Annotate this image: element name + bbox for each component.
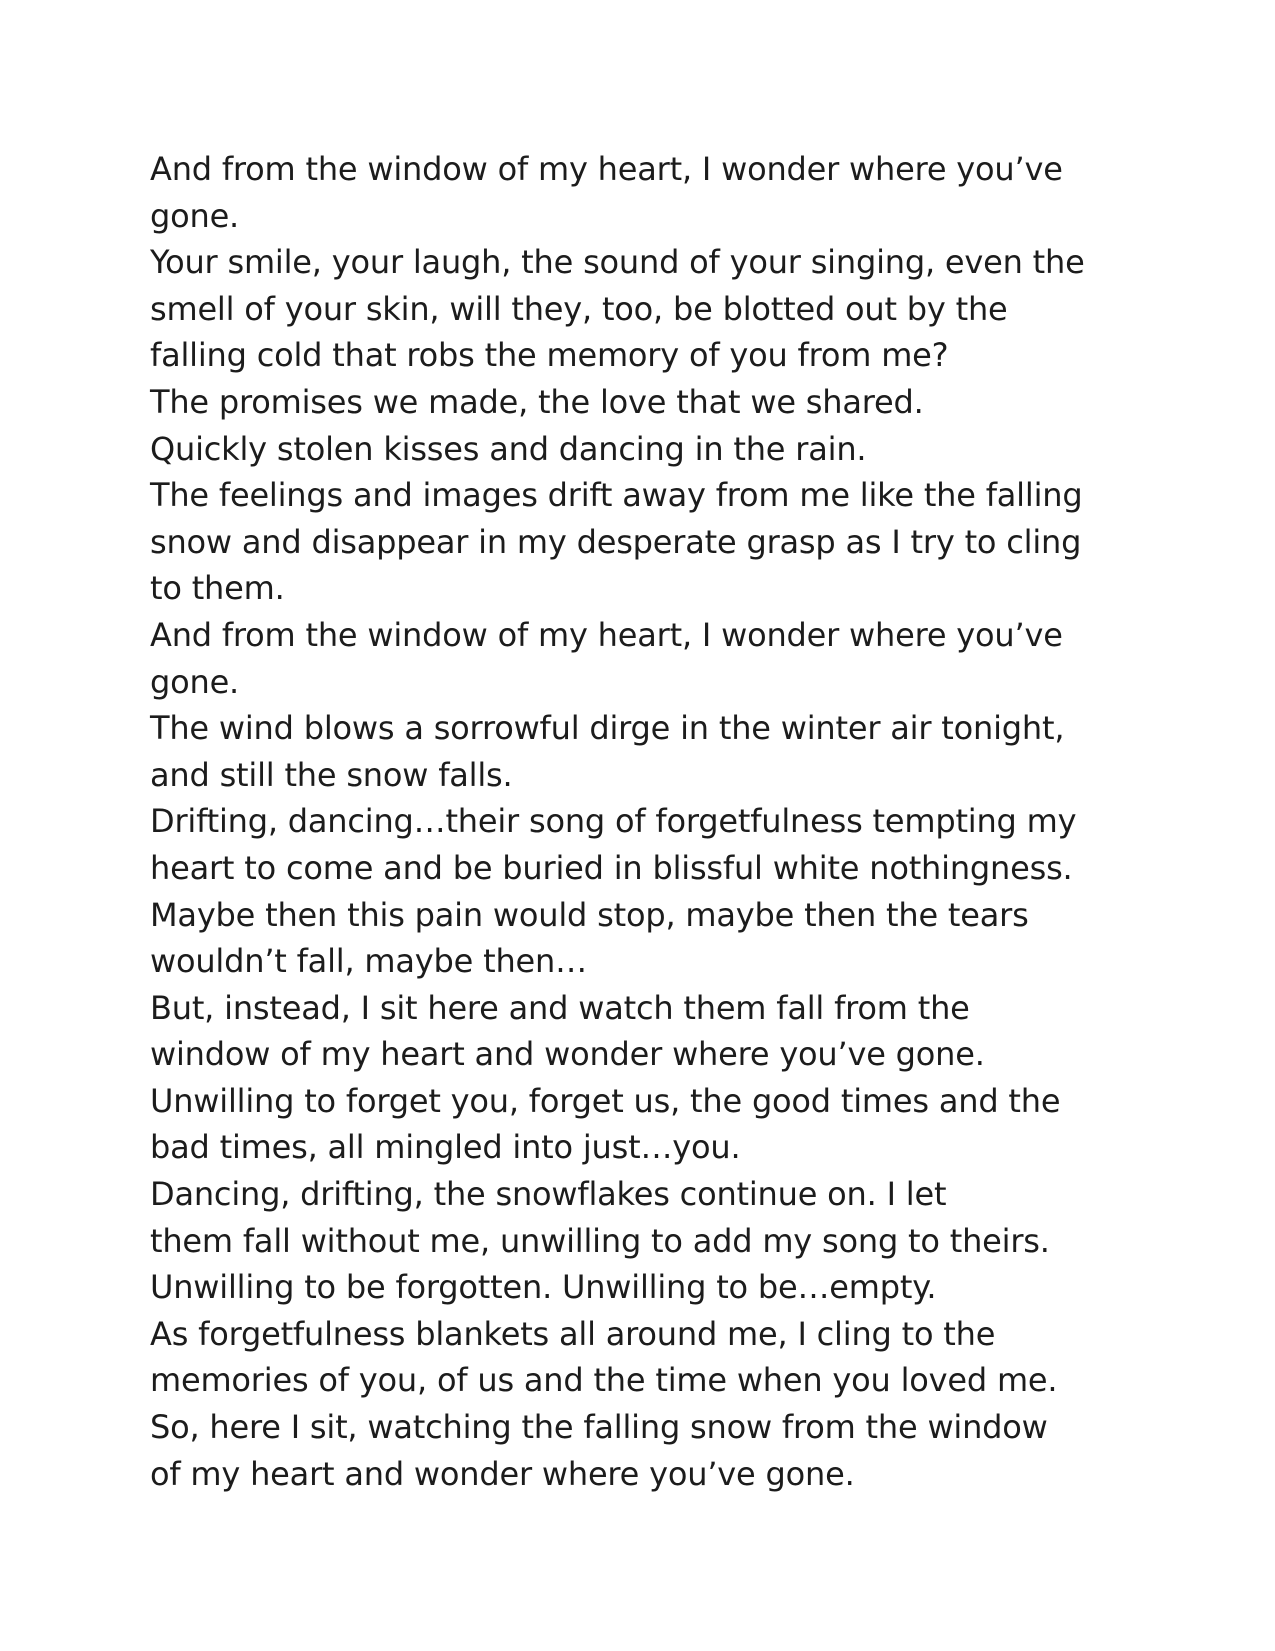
poem-line: Drifting, dancing…their song of forgetfulness tempting my [150,802,1077,841]
poem-line: to them. [150,569,285,608]
poem-line: heart to come and be buried in blissful white nothingness. [150,848,1073,887]
poem-line: But, instead, I sit here and watch them fall from the [150,988,970,1027]
poem-line: Maybe then this pain would stop, maybe then the tears [150,895,1029,934]
poem-line: smell of your skin, will they, too, be blotted out by the [150,289,1008,328]
poem-line: Quickly stolen kisses and dancing in the rain. [150,429,867,468]
poem-line: And from the window of my heart, I wonder where you’ve [150,150,1063,188]
poem-line: Unwilling to forget you, forget us, the good times and the [150,1081,1061,1120]
poem-line: bad times, all mingled into just…you. [150,1128,741,1167]
poem-line: memories of you, of us and the time when you loved me. [150,1361,1058,1400]
poem-line: Unwilling to be forgotten. Unwilling to be…empty. [150,1268,937,1307]
poem-line: window of my heart and wonder where you’ve gone. [150,1035,985,1074]
poem-line: The feelings and images drift away from me like the falling [150,476,1083,515]
poem-line: gone. [150,662,240,701]
poem-line: of my heart and wonder where you’ve gone. [150,1454,855,1493]
poem-line: As forgetfulness blankets all around me, I cling to the [150,1314,996,1353]
poem-line: snow and disappear in my desperate grasp as I try to cling [150,522,1082,561]
poem-line: Your smile, your laugh, the sound of your singing, even the [150,243,1085,282]
poem-line: And from the window of my heart, I wonder where you’ve [150,615,1063,654]
poem-line: wouldn’t fall, maybe then… [150,942,587,981]
poem-line: gone. [150,196,240,235]
poem-text [150,146,1150,1497]
poem-line: them fall without me, unwilling to add my song to theirs. [150,1221,1050,1260]
poem-line: and still the snow falls. [150,755,513,794]
poem-line: The wind blows a sorrowful dirge in the winter air tonight, [150,709,1065,748]
poem-line: falling cold that robs the memory of you from me? [150,336,949,375]
poem-line: So, here I sit, watching the falling snow from the window [150,1408,1048,1447]
poem-line: Dancing, drifting, the snowflakes continue on. I let [150,1175,947,1214]
poem-line: The promises we made, the love that we shared. [150,382,924,421]
